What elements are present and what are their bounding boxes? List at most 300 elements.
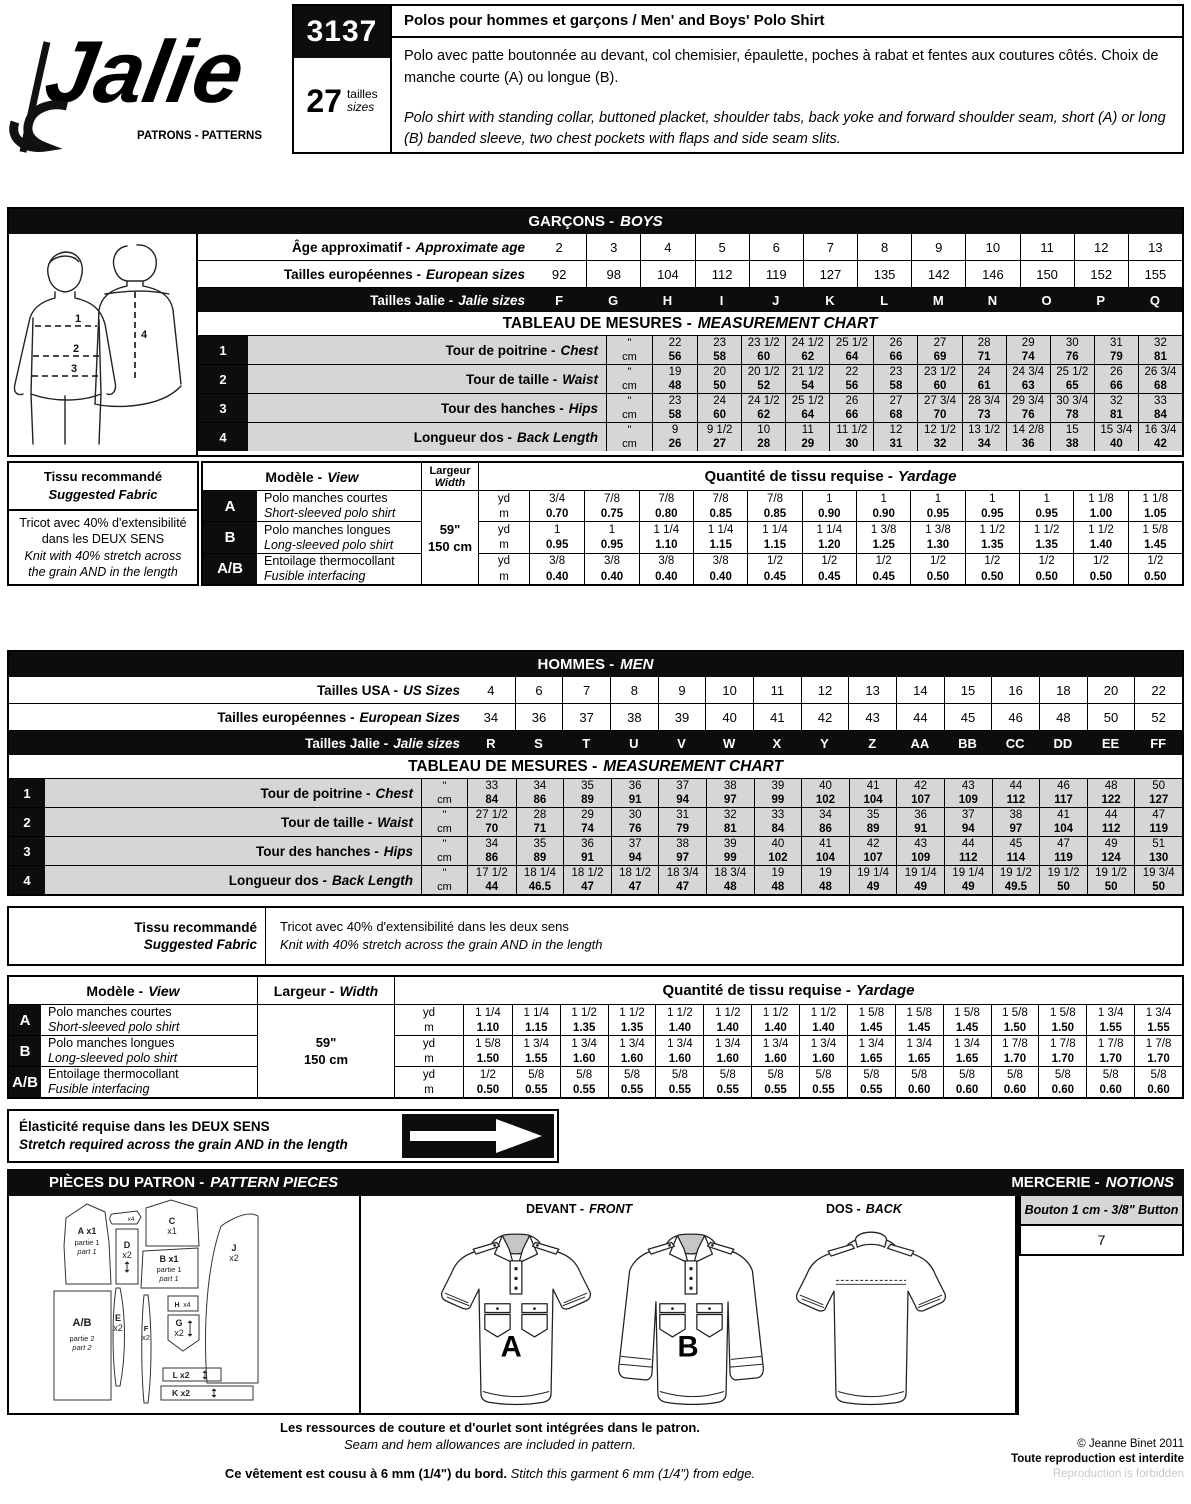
table-cell: 1/2 (1019, 554, 1073, 569)
table-cell: 61 (962, 379, 1006, 393)
table-cell: 44 (1087, 808, 1135, 822)
table-cell: 30 (829, 437, 873, 451)
table-cell: 50 (1134, 880, 1182, 894)
header (7, 4, 1184, 154)
table-cell: 11 (785, 423, 829, 437)
row-number: 2 (9, 808, 45, 836)
men-euro-row: Tailles européennes - European Sizes 34 36 37 38 39 40 41 42 43 44 45 46 48 50 52 (9, 704, 1182, 731)
table-cell: 7 (803, 234, 857, 260)
table-cell: I (719, 292, 724, 308)
table-cell: 41 (801, 837, 849, 851)
table-cell: 64 (829, 350, 873, 364)
boys-chart-title: TABLEAU DE MESURES - MEASUREMENT CHART (198, 312, 1182, 336)
table-cell: 102 (801, 793, 849, 807)
table-cell: 28 3/4 (962, 394, 1006, 408)
table-cell: 0.50 (1019, 569, 1073, 584)
front-label: DEVANT - FRONT (526, 1202, 633, 1217)
table-cell: 81 (1094, 408, 1138, 422)
table-cell: 26 (873, 336, 917, 350)
pieces-banner (7, 1169, 1184, 1196)
table-cell: 19 1/4 (849, 866, 897, 880)
table-cell: 0.40 (693, 569, 747, 584)
pattern-number: 3137 (294, 6, 390, 58)
table-cell: 1.70 (1086, 1051, 1134, 1066)
table-cell: 50 (1134, 779, 1182, 793)
table-cell: 114 (992, 851, 1040, 865)
table-cell: 68 (873, 408, 917, 422)
table-cell: 27 (697, 437, 741, 451)
table-cell: 1.35 (608, 1020, 656, 1035)
table-cell: 112 (695, 261, 749, 287)
table-cell: 3/8 (693, 554, 747, 569)
table-cell: 0.80 (639, 506, 693, 521)
table-cell: 24 1/2 (785, 336, 829, 350)
table-cell: 98 (586, 261, 640, 287)
table-cell: 13 (1128, 234, 1182, 260)
row-number: 3 (198, 394, 248, 422)
table-cell: 76 (611, 822, 659, 836)
svg-text:partie 2: partie 2 (69, 1334, 95, 1344)
table-cell: DD (1053, 735, 1073, 751)
table-cell: 24 (697, 394, 741, 408)
table-cell: 0.45 (747, 569, 801, 584)
table-cell: 0.95 (545, 539, 569, 552)
boys-section (7, 207, 1184, 457)
table-cell: 33 (485, 780, 499, 793)
table-cell: 1/2 (856, 554, 910, 569)
table-cell: 104 (1039, 822, 1087, 836)
table-cell: 37 (658, 779, 706, 793)
table-cell: 99 (706, 851, 754, 865)
svg-text:G: G (175, 1318, 183, 1329)
table-cell: 7/8 (747, 491, 801, 506)
table-cell: 18 (1039, 677, 1087, 703)
table-cell: 33 (1138, 394, 1182, 408)
figure-num-3: 3 (71, 363, 78, 375)
table-cell: 34 (962, 437, 1006, 451)
svg-text:J: J (231, 1243, 237, 1254)
table-cell: Z (868, 735, 877, 751)
table-cell: 1 3/8 (910, 522, 964, 537)
table-cell: 9 1/2 (697, 423, 741, 437)
svg-text:A/B: A/B (72, 1317, 92, 1330)
table-cell: 0.55 (512, 1082, 560, 1097)
table-cell: CC (1005, 735, 1025, 751)
boys-age-label: Âge approximatif - Approximate age (291, 239, 525, 255)
table-cell: 60 (741, 350, 785, 364)
svg-text:part 1: part 1 (159, 1274, 179, 1284)
table-cell: 1 3/4 (1086, 1005, 1134, 1020)
table-cell: 16 3/4 (1138, 423, 1182, 437)
table-cell: 28 (741, 437, 785, 451)
table-cell: 26 (1094, 365, 1138, 379)
table-cell: 23 (668, 395, 682, 407)
table-cell: 1 5/8 (991, 1005, 1039, 1020)
stretch-note-en: Stretch required across the grain AND in the length (19, 1137, 348, 1153)
table-cell: 33 (754, 808, 802, 822)
table-cell: 107 (849, 851, 897, 865)
table-cell: 1.35 (1019, 538, 1073, 553)
table-cell: 1.45 (895, 1020, 943, 1035)
table-cell: 0.55 (799, 1082, 847, 1097)
table-cell: 27 1/2 (475, 809, 508, 822)
table-cell: 28 (516, 808, 564, 822)
table-cell: 1 1/4 (693, 522, 747, 537)
boys-waist-row: 2 Tour de taille - Waist " cm 19 20 20 1/2 21 1/2 22 23 23 1/2 24 24 3/4 25 1/2 26 26 3/4 48 50 52 54 56 58 60 61 63 65 66 68 (198, 365, 1182, 394)
figure-num-2: 2 (73, 343, 80, 355)
men-yardage-values (464, 1005, 1182, 1097)
table-cell: 1.20 (802, 538, 856, 553)
table-cell: 38 (658, 837, 706, 851)
table-cell: 1 1/4 (747, 522, 801, 537)
table-cell: 70 (485, 823, 499, 836)
table-cell: 91 (896, 822, 944, 836)
boys-yardage-table: Modèle - View A Polo manches courtes Short-sleeved polo shirt B Polo manches longues Long-sleeved polo shirt A/B Entoilage thermocollant Fusible interfacing Largeur Width 59" 150 cm Quantité de tissu requise - Yardage yd m yd m yd m 3/4 7/8 7/8 7/8 7/8 1 1 1 1 1 1 1/8 1 1/8 0.70 0.75 0.80 0.85 0.85 0.90 0.90 0.95 0.95 0.95 1.00 1.05 1 1 1 1/4 1 1/4 1 1/4 1 1/4 1 3/8 1 3/8 1 1/2 1 1/2 1 1/2 1 5/8 0.95 0.95 1.10 1.15 1.15 1.20 1.25 1.30 1.35 1.35 1.40 1.45 3/8 3/8 3/8 3/8 1/2 1/2 1/2 1/2 1/2 1/2 1/2 1/2 0.40 0.40 0.40 0.40 0.45 0.45 0.45 0.50 0.50 0.50 0.50 0.50 (201, 461, 1184, 586)
table-cell: 29 (785, 437, 829, 451)
table-cell: 12 (873, 423, 917, 437)
table-cell: 1.65 (943, 1051, 991, 1066)
table-cell: 47 (1134, 808, 1182, 822)
table-cell: 44 (944, 837, 992, 851)
boys-yardage-values (530, 491, 1182, 584)
svg-text:H: H (174, 1302, 180, 1310)
table-cell: 24 3/4 (1006, 365, 1050, 379)
table-cell: 3 (586, 234, 640, 260)
table-cell: 5/8 (608, 1067, 656, 1082)
figure-sketch-icon (9, 234, 194, 450)
table-cell: 1 1/2 (608, 1005, 656, 1020)
boys-backlength-row: 4 Longueur dos - Back Length " cm 9 9 1/2 10 11 11 1/2 12 12 1/2 13 1/2 14 2/8 15 15 3/4 16 3/4 26 27 28 29 30 31 32 34 36 38 40 42 (198, 423, 1182, 451)
table-cell: AA (910, 735, 930, 751)
table-cell: 79 (1094, 350, 1138, 364)
footer (7, 1415, 1184, 1485)
svg-text:F: F (143, 1324, 149, 1334)
table-cell: 97 (658, 851, 706, 865)
table-cell: 1.45 (847, 1020, 895, 1035)
table-cell: 3/8 (584, 554, 638, 569)
table-cell: 2 (555, 239, 563, 255)
table-cell: 42 (896, 779, 944, 793)
table-cell: 84 (485, 794, 499, 807)
pattern-title: Polos pour hommes et garçons / Men' and Boys' Polo Shirt (392, 6, 1182, 38)
table-cell: 34 (801, 808, 849, 822)
table-cell: 0.40 (545, 570, 569, 583)
boys-jalie-values (532, 288, 1182, 312)
table-cell: 1 3/4 (1134, 1005, 1182, 1020)
table-cell: 19 1/4 (896, 866, 944, 880)
table-cell: 81 (706, 822, 754, 836)
description-box (392, 4, 1184, 154)
fabric-width: 59" 150 cm (303, 1035, 349, 1068)
table-cell: 5/8 (943, 1067, 991, 1082)
table-cell: 44 (896, 704, 944, 730)
table-cell: 14 2/8 (1006, 423, 1050, 437)
table-cell: 49 (1087, 837, 1135, 851)
table-cell: 91 (611, 793, 659, 807)
table-cell: 11 (753, 677, 801, 703)
table-cell: 28 (962, 336, 1006, 350)
svg-text:L x2: L x2 (172, 1370, 190, 1381)
table-cell: 0.55 (751, 1082, 799, 1097)
table-cell: 84 (1138, 408, 1182, 422)
description-english: Polo shirt with standing collar, buttoned placket, shoulder tabs, back yoke and forward shoulder seam, short (A) or long (B) banded sleeve, two chest pockets with flaps and side seam slits. (404, 109, 1166, 148)
men-chest-row: 1 Tour de poitrine - Chest " cm 33 34 35 36 37 38 39 40 41 42 43 44 46 48 50 84 86 89 91 94 97 99 102 104 107 109 112 117 122 127 (9, 779, 1182, 808)
men-hips-row: 3 Tour des hanches - Hips " cm 34 35 36 37 38 39 40 41 42 43 44 45 47 49 51 86 89 91 94 97 99 102 104 107 109 112 114 119 124 130 (9, 837, 1182, 866)
table-cell: 1.50 (476, 1052, 500, 1065)
table-cell: 31 (658, 808, 706, 822)
table-cell: FF (1150, 735, 1167, 751)
sizes-count-block (294, 58, 390, 152)
table-cell: U (629, 735, 639, 751)
table-cell: 30 3/4 (1050, 394, 1094, 408)
men-yardage-row-A: A Polo manches courtes Short-sleeved polo shirt (9, 1005, 257, 1036)
table-cell: 119 (1039, 851, 1087, 865)
table-cell: 1/2 (747, 554, 801, 569)
boys-age-row (198, 234, 1182, 261)
pattern-description (392, 38, 1182, 159)
table-cell: 1 3/4 (799, 1036, 847, 1051)
table-cell: 52 (1134, 704, 1182, 730)
table-cell: 1 1/2 (560, 1005, 608, 1020)
stretch-note-fr: Élasticité requise dans les DEUX SENS (19, 1119, 270, 1135)
table-cell: 1.65 (847, 1051, 895, 1066)
row-number: 3 (9, 837, 45, 865)
pieces-section (7, 1169, 1184, 1415)
table-cell: 12 (1074, 234, 1128, 260)
table-cell: 146 (965, 261, 1019, 287)
table-cell: 5/8 (560, 1067, 608, 1082)
boys-banner: GARÇONS - BOYS (9, 209, 1182, 234)
table-cell: 5/8 (751, 1067, 799, 1082)
table-cell: 1.45 (1128, 538, 1182, 553)
table-cell: 1.50 (991, 1020, 1039, 1035)
table-cell: 1 7/8 (991, 1036, 1039, 1051)
table-cell: 58 (668, 409, 682, 421)
table-cell: 86 (485, 852, 499, 865)
table-cell: 12 1/2 (917, 423, 961, 437)
men-waist-row: 2 Tour de taille - Waist " cm 27 1/2 28 29 30 31 32 33 34 35 36 37 38 41 44 47 70 71 74 76 79 81 84 86 89 91 94 97 104 112 119 (9, 808, 1182, 837)
boys-euro-values (532, 261, 1182, 287)
notions-banner-title: MERCERIE - NOTIONS (1011, 1174, 1174, 1192)
table-cell: 127 (803, 261, 857, 287)
stitch-note-fr: Ce vêtement est cousu à 6 mm (1/4") du bord. (224, 1466, 507, 1482)
table-cell: 34 (516, 779, 564, 793)
table-cell: 65 (1050, 379, 1094, 393)
table-cell: 1.00 (1073, 506, 1127, 521)
table-cell: 49.5 (992, 880, 1040, 894)
table-cell: 37 (562, 704, 610, 730)
table-cell: N (987, 292, 998, 308)
table-cell: 39 (658, 704, 706, 730)
table-cell: 0.60 (1086, 1082, 1134, 1097)
figure-num-4: 4 (141, 329, 148, 341)
table-cell: 0.45 (802, 569, 856, 584)
table-cell: 47 (611, 880, 659, 894)
notion-quantity: 7 (1019, 1226, 1184, 1256)
table-cell: 119 (1134, 822, 1182, 836)
boys-yardage-row-A: A Polo manches courtes Short-sleeved polo shirt (203, 491, 421, 522)
table-cell: 5/8 (703, 1067, 751, 1082)
table-cell: 36 (563, 837, 611, 851)
table-cell: 1 (1019, 491, 1073, 506)
table-cell: 9 (658, 677, 706, 703)
men-yardage-row-AB: A/B Entoilage thermocollant Fusible interfacing (9, 1067, 257, 1097)
table-cell: 89 (849, 822, 897, 836)
table-cell: 31 (1094, 336, 1138, 350)
table-cell: 0.50 (965, 569, 1019, 584)
svg-text:part 1: part 1 (77, 1247, 97, 1257)
table-cell: 1 5/8 (1128, 522, 1182, 537)
table-cell: 0.55 (703, 1082, 751, 1097)
table-cell: 112 (1087, 822, 1135, 836)
men-yardage-section (7, 975, 1184, 1099)
table-cell: 69 (917, 350, 961, 364)
table-cell: M (932, 292, 944, 308)
table-cell: 9 (671, 424, 679, 436)
table-cell: 5/8 (655, 1067, 703, 1082)
table-cell: 38 (992, 808, 1040, 822)
table-cell: 63 (1006, 379, 1050, 393)
back-label: DOS - BACK (826, 1202, 902, 1217)
table-cell: 94 (658, 793, 706, 807)
table-cell: 5/8 (512, 1067, 560, 1082)
table-cell: 58 (697, 350, 741, 364)
boys-yardage-row-B: B Polo manches longues Long-sleeved polo shirt (203, 522, 421, 553)
svg-text:B x1: B x1 (159, 1254, 179, 1265)
brand-subtext: PATRONS - PATTERNS (137, 130, 263, 142)
table-cell: 142 (911, 261, 965, 287)
table-cell: 97 (706, 793, 754, 807)
copyright-line: © Jeanne Binet 2011 (1077, 1438, 1184, 1451)
table-cell: 1.55 (1086, 1020, 1134, 1035)
table-cell: 30 (611, 808, 659, 822)
table-cell: 1 1/2 (703, 1005, 751, 1020)
table-cell: P (1096, 292, 1106, 308)
table-cell: 25 1/2 (829, 336, 873, 350)
table-cell: 62 (785, 350, 829, 364)
rights-line: Toute reproduction est interdite (1011, 1453, 1184, 1466)
table-cell: 112 (992, 793, 1040, 807)
table-cell: 1.40 (1073, 538, 1127, 553)
table-cell: 73 (962, 408, 1006, 422)
table-cell: 1.70 (991, 1051, 1039, 1066)
table-cell: 1/2 (1073, 554, 1127, 569)
table-cell: 43 (848, 704, 896, 730)
jalie-logo (7, 4, 292, 154)
table-cell: 1.60 (608, 1051, 656, 1066)
table-cell: 1 1/4 (639, 522, 693, 537)
table-cell: 50 (697, 379, 741, 393)
table-cell: X (772, 735, 782, 751)
svg-text:E: E (114, 1313, 122, 1324)
figure-num-1: 1 (75, 313, 82, 325)
table-cell: 0.95 (584, 538, 638, 553)
table-cell: 1 7/8 (1134, 1036, 1182, 1051)
garment-illustrations (361, 1196, 1017, 1415)
men-fabric-en: Knit with 40% stretch across the grain AND in the length (280, 937, 603, 953)
table-cell: 3/8 (639, 554, 693, 569)
table-cell: 51 (1134, 837, 1182, 851)
table-cell: 0.90 (856, 506, 910, 521)
row-number: 1 (198, 336, 248, 364)
row-number: 4 (198, 423, 248, 451)
table-cell: 7 (562, 677, 610, 703)
table-cell: 1 1/8 (1073, 491, 1127, 506)
table-cell: 1 5/8 (895, 1005, 943, 1020)
table-cell: 60 (917, 379, 961, 393)
table-cell: 1.30 (910, 538, 964, 553)
table-cell: 1.50 (1038, 1020, 1086, 1035)
table-cell: 127 (1134, 793, 1182, 807)
table-cell: 30 (1050, 336, 1094, 350)
table-cell: 19 (801, 866, 849, 880)
seam-note-en: Seam and hem allowances are included in pattern. (344, 1437, 636, 1453)
table-cell: 19 1/4 (944, 866, 992, 880)
table-cell: 1 (856, 491, 910, 506)
table-cell: 1 1/2 (751, 1005, 799, 1020)
table-cell: 37 (944, 808, 992, 822)
table-cell: 19 (754, 866, 802, 880)
svg-text:partie 1: partie 1 (156, 1265, 182, 1275)
rights-line-en: Reproduction is forbidden (1052, 1468, 1184, 1481)
table-cell: 1/2 (965, 554, 1019, 569)
table-cell: 0.55 (560, 1082, 608, 1097)
table-cell: 94 (611, 851, 659, 865)
table-cell: 1.35 (560, 1020, 608, 1035)
table-cell: 31 (873, 437, 917, 451)
table-cell: 102 (754, 851, 802, 865)
svg-text:x2: x2 (142, 1333, 150, 1343)
table-cell: 0.70 (545, 507, 569, 520)
table-cell: 1.60 (799, 1051, 847, 1066)
table-cell: 0.55 (655, 1082, 703, 1097)
table-cell: 1 1/4 (512, 1005, 560, 1020)
table-cell: G (608, 292, 619, 308)
table-cell: 23 (873, 365, 917, 379)
table-cell: 27 (873, 394, 917, 408)
table-cell: 0.55 (847, 1082, 895, 1097)
table-cell: 46.5 (516, 880, 564, 894)
table-cell: V (677, 735, 686, 751)
table-cell: 1/2 (802, 554, 856, 569)
table-cell: 1 5/8 (943, 1005, 991, 1020)
table-cell: 48 (706, 880, 754, 894)
table-cell: 0.85 (693, 506, 747, 521)
table-cell: 4 (640, 234, 694, 260)
table-cell: 99 (754, 793, 802, 807)
table-cell: 1 3/4 (895, 1036, 943, 1051)
table-cell: 0.60 (1038, 1082, 1086, 1097)
pieces-banner-title: PIÈCES DU PATRON - PATTERN PIECES (49, 1174, 339, 1192)
svg-text:partie 1: partie 1 (74, 1238, 100, 1248)
table-cell: 17 1/2 (475, 867, 508, 880)
boys-yardage-row-AB: A/B Entoilage thermocollant Fusible interfacing (203, 554, 421, 584)
table-cell: 22 (668, 337, 682, 349)
table-cell: 1 (584, 522, 638, 537)
view-a-letter: A (500, 1331, 522, 1364)
table-cell: 42 (801, 704, 849, 730)
table-cell: 56 (668, 351, 682, 363)
table-cell: 1 (802, 491, 856, 506)
table-cell: 94 (944, 822, 992, 836)
pattern-envelope-back (7, 4, 1184, 1485)
description-french: Polo avec patte boutonnée au devant, col chemisier, épaulette, poches à rabat et fentes aux coutures côtés. Choix de manche courte (A) ou longue (B). (404, 48, 1159, 86)
table-cell: 1 5/8 (847, 1005, 895, 1020)
table-cell: 25 1/2 (1050, 365, 1094, 379)
table-cell: 1 7/8 (1086, 1036, 1134, 1051)
table-cell: 20 (1087, 677, 1135, 703)
table-cell: 104 (640, 261, 694, 287)
